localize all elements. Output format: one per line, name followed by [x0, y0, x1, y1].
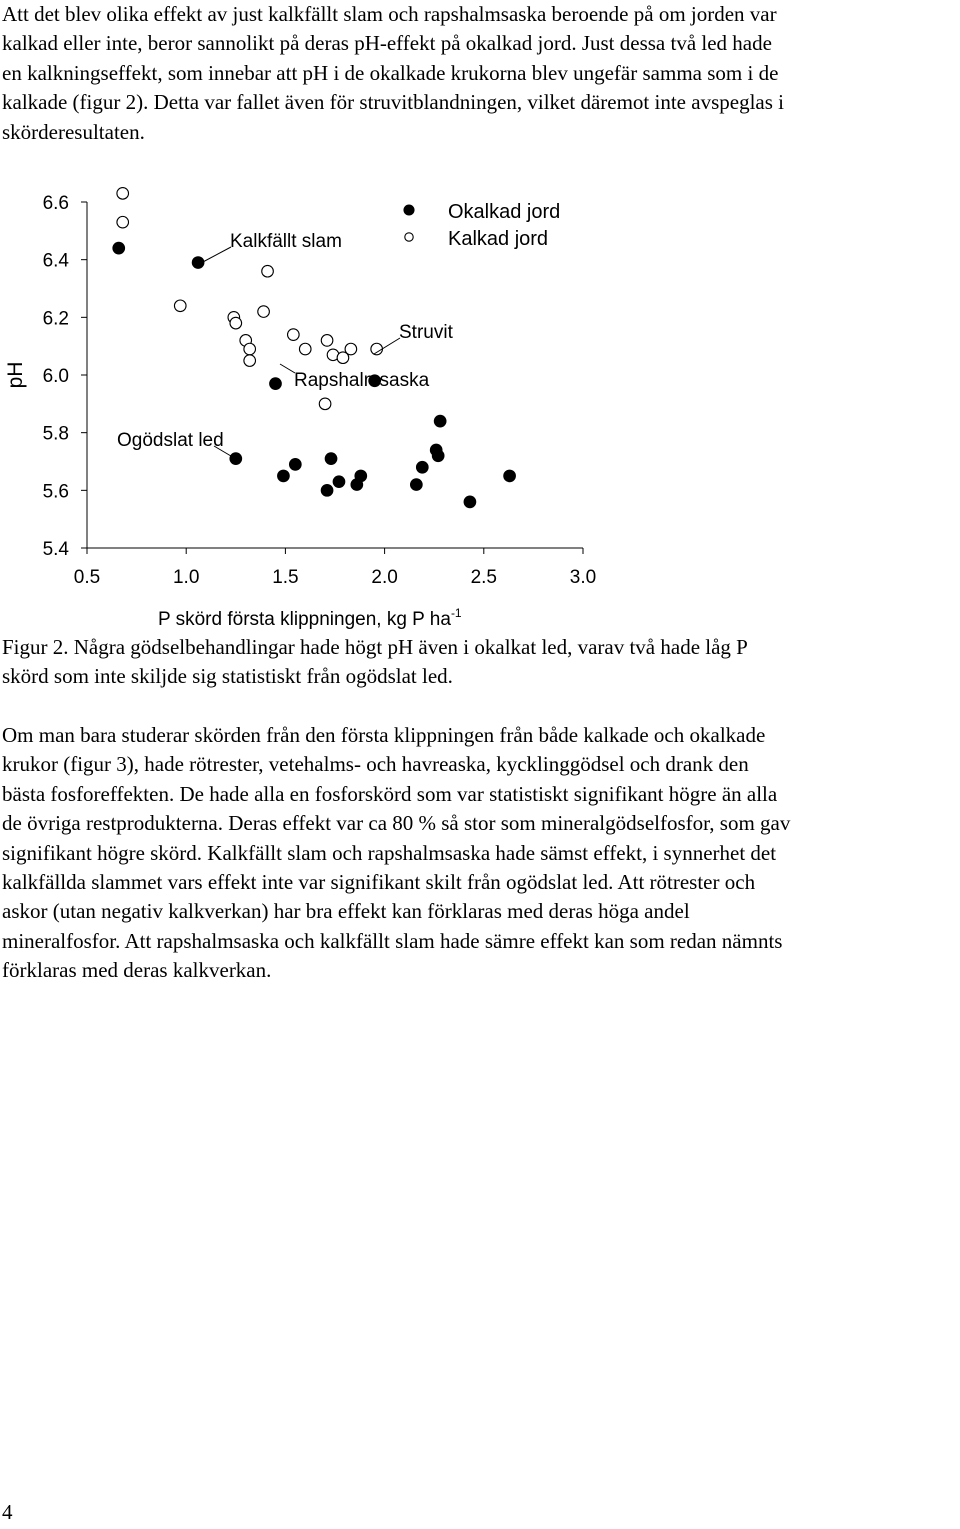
data-point-kalkad — [345, 343, 357, 355]
legend-label: Okalkad jord — [448, 201, 561, 223]
annotation-label: Kalkfällt slam — [230, 231, 342, 252]
data-point-okalkad — [411, 479, 423, 491]
data-point-okalkad — [278, 470, 290, 482]
body-paragraph: Om man bara studerar skörden från den första klippningen från både kalkade och okalkade krukor (figur 3), hade rötrester, vetehalms- och havreaska, kycklinggödsel och drank den bästa fosforeffekten. De hade alla en fosforskörd som var statistiskt signifikant högre än alla de övriga restprodukterna. Deras effekt var ca 80 % så stor som mineralgödselfosfor, som gav signifikant högre skörd. Kalkfällt slam och rapshalmsaska hade sämst effekt, i synnerhet det kalkfällda slammet vars effekt inte var signifikant skilt från ogödslat led. Att rötrester och askor (utan negativ kalkverkan) har bra effekt kan förklaras med deras höga andel mineralfosfor. Att rapshalmsaska och kalkfällt slam hade sämre effekt kan som redan nämnts förklaras med deras kalkverkan. — [2, 723, 791, 983]
data-point-okalkad — [321, 485, 333, 497]
data-point-kalkad — [288, 329, 300, 341]
legend-marker — [405, 233, 413, 241]
x-axis-label — [158, 606, 462, 630]
annotation-label: Ogödslat led — [117, 430, 224, 451]
data-point-okalkad — [504, 470, 516, 482]
data-point-kalkad — [371, 343, 383, 355]
page-number: 4 — [2, 1500, 13, 1524]
figure-caption: Figur 2. Några gödselbehandlingar hade högt pH även i okalkat led, varav två hade låg P skörd som inte skiljde sig statistiskt från ogödslat led. — [2, 635, 748, 689]
legend-label: Kalkad jord — [448, 228, 549, 250]
x-axis-label-text: P skörd första klippningen, kg P ha — [158, 609, 451, 630]
annotation-leader-line — [201, 247, 231, 263]
data-point-kalkad — [174, 300, 186, 312]
data-point-kalkad — [117, 216, 129, 228]
y-tick-label: 6.6 — [42, 193, 69, 214]
data-point-kalkad — [299, 343, 311, 355]
x-tick-label: 2.0 — [371, 567, 398, 588]
y-axis-label: pH — [4, 361, 27, 389]
y-tick-label: 5.4 — [42, 539, 69, 560]
data-point-kalkad — [321, 335, 333, 347]
data-point-okalkad — [113, 242, 125, 254]
data-point-okalkad — [333, 476, 345, 488]
annotation-leader-line — [280, 364, 295, 373]
y-tick-label: 6.4 — [42, 250, 69, 272]
data-point-okalkad — [325, 453, 337, 465]
data-point-okalkad — [434, 415, 446, 427]
chart-annotations — [117, 231, 454, 459]
x-tick-label: 1.0 — [172, 567, 200, 588]
intro-paragraph: Att det blev olika effekt av just kalkfällt slam och rapshalmsaska beroende på om jorden var kalkad eller inte, beror sannolikt på deras pH-effekt på okalkad jord. Just dessa två led hade en kalkningseffekt, som innebar att pH i de okalkade krukorna blev ungefär samma som i de kalkade (figur 2). Detta var fallet även för struvitblandningen, vilket däremot inte avspeglas i skörderesultaten. — [2, 2, 784, 144]
scatter-chart — [0, 180, 960, 630]
x-tick-label: 3.0 — [569, 567, 597, 588]
data-point-kalkad — [117, 188, 129, 200]
data-point-kalkad — [319, 398, 331, 410]
annotation-label: Struvit — [399, 322, 453, 343]
data-point-okalkad — [416, 461, 428, 473]
chart-legend — [404, 201, 560, 250]
x-tick-label: 2.5 — [470, 567, 498, 588]
data-point-kalkad — [262, 265, 274, 277]
data-point-kalkad — [230, 317, 242, 329]
data-point-kalkad — [244, 343, 256, 355]
annotation-label: Rapshalmsaska — [294, 370, 430, 391]
y-tick-label: 6.0 — [42, 366, 69, 387]
data-point-okalkad — [355, 470, 367, 482]
data-point-kalkad — [244, 355, 256, 367]
data-point-okalkad — [432, 450, 444, 462]
data-point-kalkad — [258, 306, 270, 318]
data-point-okalkad — [290, 459, 302, 471]
legend-marker — [404, 205, 414, 215]
x-tick-label: 1.5 — [272, 567, 299, 588]
y-tick-label: 6.2 — [42, 308, 69, 330]
x-axis-label-superscript: -1 — [450, 606, 462, 620]
y-tick-label: 5.6 — [42, 481, 69, 503]
y-tick-label: 5.8 — [42, 423, 69, 445]
data-point-okalkad — [464, 496, 476, 508]
data-point-okalkad — [270, 378, 282, 390]
x-tick-label: 0.5 — [73, 567, 101, 588]
